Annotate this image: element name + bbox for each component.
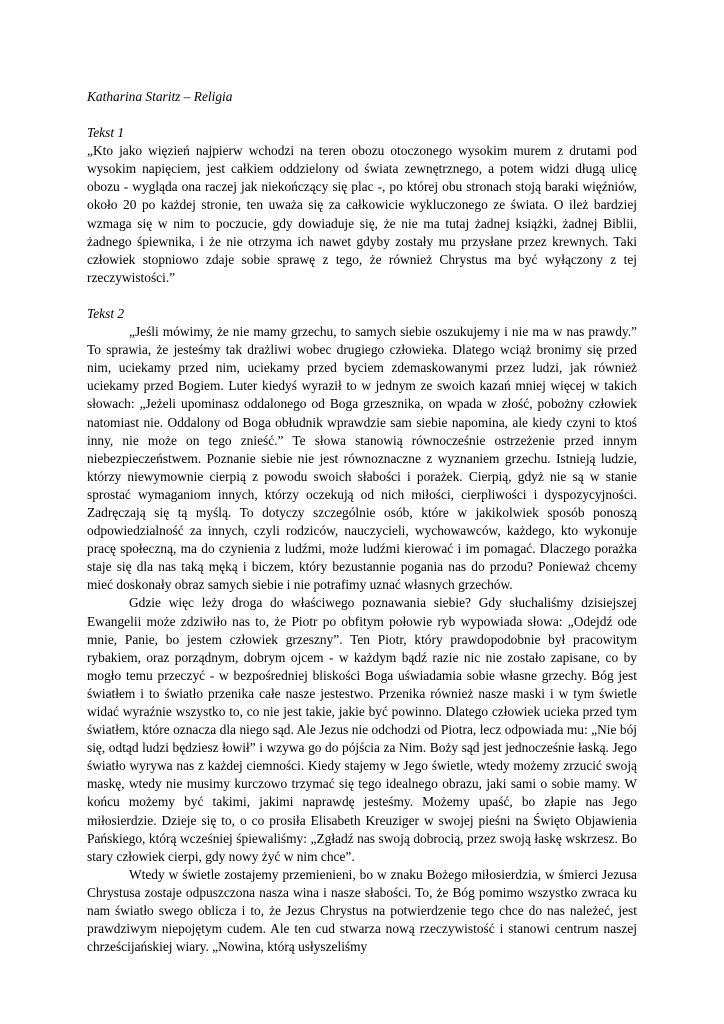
- section-label-tekst-2: Tekst 2: [87, 305, 125, 321]
- tekst-2-paragraph-3: Wtedy w świetle zostajemy przemienieni, bo w znaku Bożego miłosierdzia, w śmierci Jezusa Chrystusa zostaje odpuszczona nasza wina i nasze słabości. To, że Bóg pomimo wszystko zwraca ku nam światło swego oblicza i to, że Jezus Chrystus na potwierdzenie tego chce do nas należeć, jest prawdziwym niepojętym cudem. Ale ten cud stwarza nową rzeczywistość i stanowi centrum naszej chrześcijańskiej wiary. „Nowina, którą usłyszeliśmy: [87, 866, 637, 955]
- section-gap: [87, 287, 637, 305]
- document-page: [87, 88, 637, 956]
- section-label-tekst-1: Tekst 1: [87, 125, 125, 141]
- tekst-2-paragraph-1: „Jeśli mówimy, że nie mamy grzechu, to samych siebie oszukujemy i nie ma w nas prawdy.” To sprawia, że jesteśmy tak drażliwi wobec drugiego człowieka. Dlatego wciąż bronimy się przed nim, uciekamy przed nim, uciekamy przed byciem zdemaskowanymi przez ludzi, jak również uciekamy przed Bogiem. Luter kiedyś wyraził to w jednym ze swoich kazań mniej więcej w takich słowach: „Jeżeli upominasz oddalonego od Boga grzesznika, on wpada w złość, pobożny człowiek natomiast nie. Oddalony od Boga obłudnik wprawdzie sam siebie napomina, ale kiedy czyni to ktoś inny, nie może on tego znieść.” Te słowa stanowią równocześnie ostrzeżenie przed innym niebezpieczeństwem. Poznanie siebie nie jest równoznaczne z wyznaniem grzechu. Istnieją ludzie, którzy niewymownie cierpią z powodu swoich słabości i porażek. Cierpią, gdyż nie są w stanie sprostać wymaganiom innych, którzy oczekują od nich miłości, cierpliwości i dyspozycyjności. Zadręczają się tą myślą. To dotyczy szczególnie osób, które w jakikolwiek sposób ponoszą odpowiedzialność za innych, czyli rodziców, nauczycieli, wychowawców, każdego, kto wykonuje pracę społeczną, ma do czynienia z ludźmi, może ludźmi kierować i im pomagać. Dlaczego porażka staje się dla nas taką męką i biczem, który bezustannie pogania nas do przodu? Ponieważ chcemy mieć doskonały obraz samych siebie i nie potrafimy uznać własnych grzechów.: [87, 324, 637, 593]
- document-title: Katharina Staritz – Religia: [87, 89, 233, 104]
- tekst-1-paragraph: „Kto jako więzień najpierw wchodzi na teren obozu otoczonego wysokim murem z drutami pod wysokim napięciem, jest całkiem oddzielony od świata zewnętrznego, a potem widzi długą ulicę obozu - wygląda ona raczej jak niekończący się plac -, po której obu stronach stoją baraki więźniów, około 20 po każdej stronie, ten uważa się za całkowicie wykluczonego ze świata. O ileż bardziej wzmaga się w nim to poczucie, gdy dowiaduje się, że nie ma tutaj żadnej książki, żadnej Biblii, żadnego śpiewnika, i że nie otrzyma ich nawet gdyby zostały mu przysłane przez krewnych. Taki człowiek stopniowo zdaje sobie sprawę z tego, że również Chrystus ma być wyłączony z tej rzeczywistości.”: [87, 143, 637, 285]
- tekst-2-paragraph-2: Gdzie więc leży droga do właściwego poznawania siebie? Gdy słuchaliśmy dzisiejszej Ewangelii może zdziwiło nas to, że Piotr po obfitym połowie ryb wypowiada słowa: „Odejdź ode mnie, Panie, bo jestem człowiek grzeszny”. Ten Piotr, który prawdopodobnie był pracowitym rybakiem, oraz porządnym, dobrym ojcem - w każdym bądź razie nic nie zostało zapisane, co by mogło temu przeczyć - w bezpośredniej bliskości Boga uświadamia sobie własne grzechy. Bóg jest światłem i to światło przenika całe nasze jestestwo. Przenika również nasze maski i w tym świetle widać wyraźnie wszystko to, co nie jest takie, jakie być powinno. Dlatego człowiek ucieka przed tym światłem, które oznacza dla niego sąd. Ale Jezus nie odchodzi od Piotra, lecz odpowiada mu: „Nie bój się, odtąd ludzi będziesz łowił” i wzywa go do pójścia za Nim. Boży sąd jest jednocześnie łaską. Jego światło wyrywa nas z każdej ciemności. Kiedy stajemy w Jego świetle, wtedy możemy zrzucić swoją maskę, wtedy nie musimy kurczowo trzymać się tego idealnego obrazu, jaki sami o sobie mamy. W końcu możemy być takimi, jakimi naprawdę jesteśmy. Możemy upaść, bo złapie nas Jego miłosierdzie. Dzieje się to, o co prosiła Elisabeth Kreuziger w swojej pieśni na Święto Objawienia Pańskiego, którą wcześniej śpiewaliśmy: „Zgładź nas swoją dobrocią, przez swoją łaskę wskrzesz. Bo stary człowiek cierpi, gdy nowy żyć w nim chce”.: [87, 595, 637, 864]
